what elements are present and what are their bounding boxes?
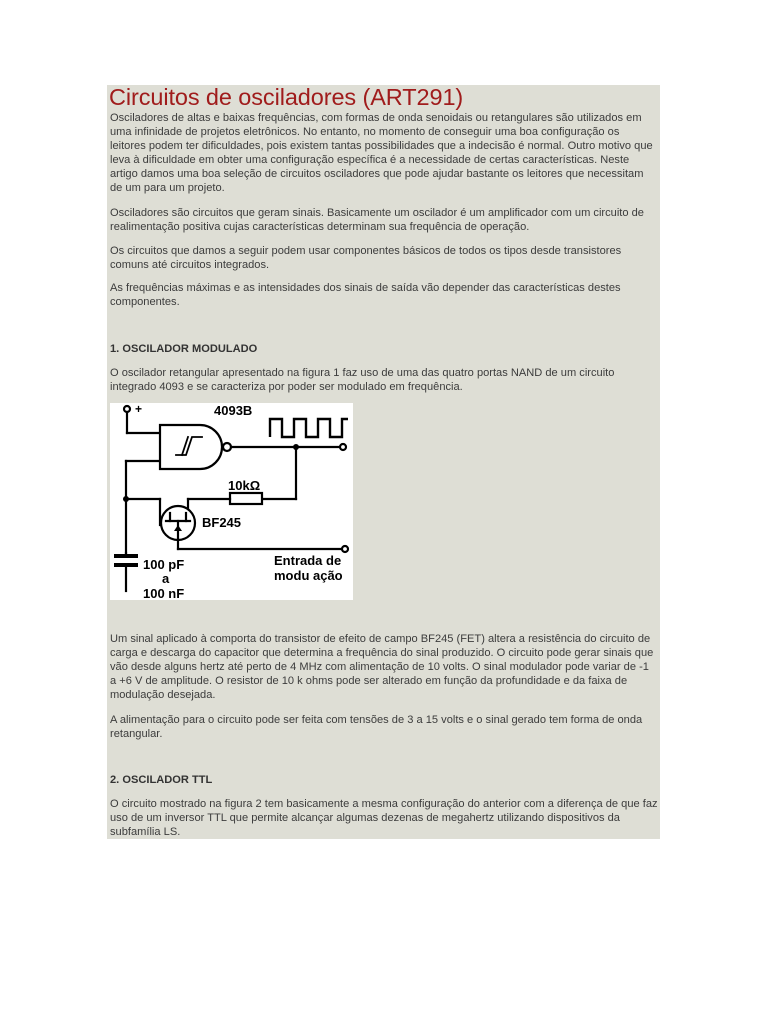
intro-paragraph: Osciladores de altas e baixas frequências, com formas de onda senoidais ou retangulares são utilizados em uma infinidade de projetos eletrônicos. No entanto, no momento de conseguir uma boa configuração os leitores podem ter dificuldades, pois existem tantas possibilidades que a indecisão é normal. Outro motivo que leva à dificuldade em obter uma configuração específica é a necessidade de certas características. Neste artigo damos uma boa seleção de circuitos osciladores que pode ajudar bastante os leitores que necessitam de um para um projeto. (110, 112, 653, 195)
intro-paragraph: Osciladores são circuitos que geram sinais. Basicamente um oscilador é um amplificador com um circuito de realimentação positiva cujas características determinam sua frequência de operação. (110, 207, 644, 234)
section-heading: 1. OSCILADOR MODULADO (110, 343, 258, 355)
ic-label: 4093B (214, 403, 253, 418)
intro-paragraph: Os circuitos que damos a seguir podem usar componentes básicos de todos os tipos desde transistores comuns até circuitos integrados. (110, 245, 622, 272)
section-heading: 2. OSCILADOR TTL (110, 774, 213, 786)
plus-label: + (135, 403, 143, 416)
circuit-figure-1 (110, 403, 353, 600)
section-paragraph: O circuito mostrado na figura 2 tem basicamente a mesma configuração do anterior com a diferença de que faz uso de um inversor TTL que permite alcançar algumas dezenas de megahertz utilizando dispositivos da subfamília LS. (110, 798, 658, 839)
transistor-label: BF245 (202, 515, 242, 530)
capacitor-label: 100 pF (143, 557, 185, 572)
section-paragraph: A alimentação para o circuito pode ser feita com tensões de 3 a 15 volts e o sinal gerado tem forma de onda retangular. (110, 714, 643, 741)
capacitor-label: a (162, 571, 170, 586)
section-paragraph: O oscilador retangular apresentado na figura 1 faz uso de uma das quatro portas NAND de um circuito integrado 4093 e se caracteriza por poder ser modulado em frequência. (110, 367, 615, 394)
input-label: modu ação (274, 568, 343, 583)
intro-paragraph: As frequências máximas e as intensidades dos sinais de saída vão depender das características destes componentes. (110, 282, 621, 309)
section-paragraph: Um sinal aplicado à comporta do transistor de efeito de campo BF245 (FET) altera a resistência do circuito de carga e descarga do capacitor que determina a frequência do sinal produzido. O circuito pode gerar sinais que vão desde alguns hertz até perto de 4 MHz com alimentação de 10 volts. O sinal modulador pode variar de -1 a +6 V de amplitude. O resistor de 10 k ohms pode ser alterado em função da profundidade e da faixa de modulação desejada. (110, 633, 654, 702)
input-label: Entrada de (274, 553, 342, 568)
article-title: Circuitos de osciladores (ART291) (109, 84, 464, 110)
capacitor-label: 100 nF (143, 586, 185, 600)
resistor-label: 10kΩ (228, 478, 261, 493)
